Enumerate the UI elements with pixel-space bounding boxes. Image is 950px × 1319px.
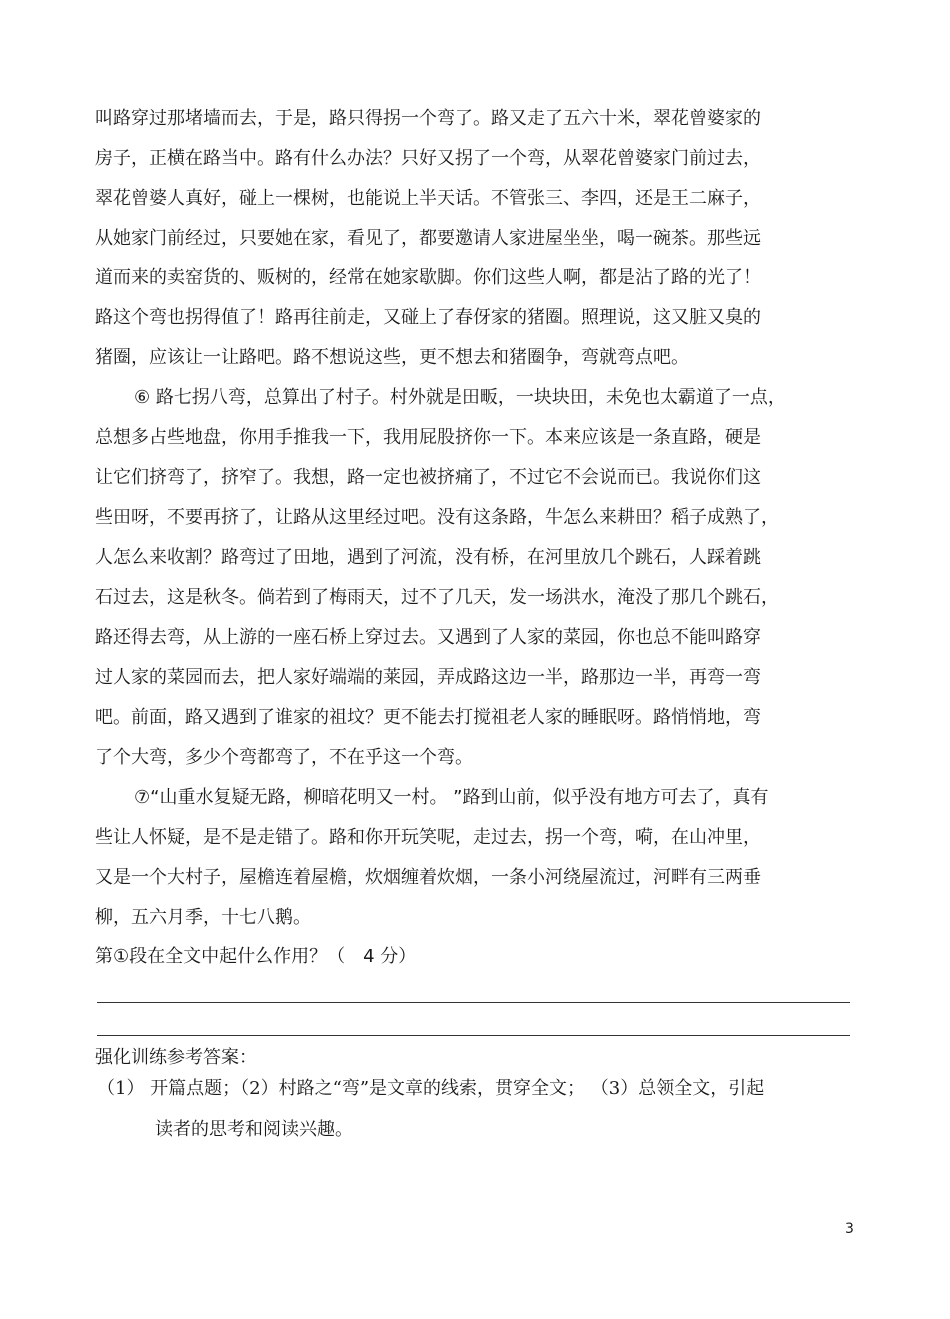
answer-line-2: 读者的思考和阅读兴趣。 [155, 1119, 353, 1140]
passage-line: 过人家的菜园而去，把人家好端端的莱园，弄成路这边一半，路那边一半，再弯一弯 [95, 667, 761, 688]
passage-line: 路还得去弯，从上游的一座石桥上穿过去。又遇到了人家的菜园，你也总不能叫路穿 [95, 627, 761, 648]
passage-line: 石过去，这是秋冬。倘若到了梅雨天，过不了几天，发一场洪水，淹没了那几个跳石， [95, 587, 779, 608]
passage-line: 柳，五六月季，十七八鹅。 [95, 907, 311, 928]
passage-line: 从她家门前经过，只要她在家，看见了，都要邀请人家进屋坐坐，喝一碗茶。那些远 [95, 228, 761, 249]
passage-line: 猪圈，应该让一让路吧。路不想说这些，更不想去和猪圈争，弯就弯点吧。 [95, 347, 689, 368]
passage-line: 道而来的卖窑货的、贩树的，经常在她家歇脚。你们这些人啊，都是沾了路的光了！ [95, 267, 761, 288]
passage-line: 人怎么来收割？路弯过了田地，遇到了河流，没有桥，在河里放几个跳石，人踩着跳 [95, 547, 761, 568]
passage-line: 些让人怀疑，是不是走错了。路和你开玩笑呢，走过去，拐一个弯，嗬，在山冲里， [95, 827, 761, 848]
passage-line: 叫路穿过那堵墙而去，于是，路只得拐一个弯了。路又走了五六十米，翠花曾婆家的 [95, 108, 761, 129]
answer-heading: 强化训练参考答案： [95, 1047, 257, 1068]
passage-line: 总想多占些地盘，你用手推我一下，我用屁股挤你一下。本来应该是一条直路，硬是 [95, 427, 761, 448]
passage-line: 让它们挤弯了，挤窄了。我想，路一定也被挤痛了，不过它不会说而已。我说你们这 [95, 467, 761, 488]
passage-line: 了个大弯，多少个弯都弯了，不在乎这一个弯。 [95, 747, 473, 768]
answer-blank-line-1 [97, 1002, 850, 1003]
passage-line: 房子，正横在路当中。路有什么办法？只好又拐了一个弯，从翠花曾婆家门前过去， [95, 148, 761, 169]
passage-line: 吧。前面，路又遇到了谁家的祖坟？更不能去打搅祖老人家的睡眠呀。路悄悄地，弯 [95, 707, 761, 728]
question-text: 第①段在全文中起什么作用？（ 4 分） [95, 946, 417, 967]
passage-line: 翠花曾婆人真好，碰上一棵树，也能说上半天话。不管张三、李四，还是王二麻子， [95, 188, 761, 209]
passage-line: 又是一个大村子，屋檐连着屋檐，炊烟缠着炊烟，一条小河绕屋流过，河畔有三两垂 [95, 867, 761, 888]
paragraph-7-first-line: ⑦“山重水复疑无路，柳暗花明又一村。 ”路到山前，似乎没有地方可去了，真有 [134, 787, 769, 808]
passage-line: 些田呀，不要再挤了，让路从这里经过吧。没有这条路，牛怎么来耕田？稻子成熟了， [95, 507, 779, 528]
paragraph-6-first-line: ⑥ 路七拐八弯，总算出了村子。村外就是田畈，一块块田，未免也太霸道了一点， [134, 387, 786, 408]
page-number: 3 [845, 1221, 854, 1237]
answer-blank-line-2 [97, 1035, 850, 1036]
answer-line-1: （1） 开篇点题；（2）村路之“弯”是文章的线索，贯穿全文； （3）总领全文，引起 [97, 1078, 765, 1099]
passage-line: 路这个弯也拐得值了！路再往前走，又碰上了春伢家的猪圈。照理说，这又脏又臭的 [95, 307, 761, 328]
